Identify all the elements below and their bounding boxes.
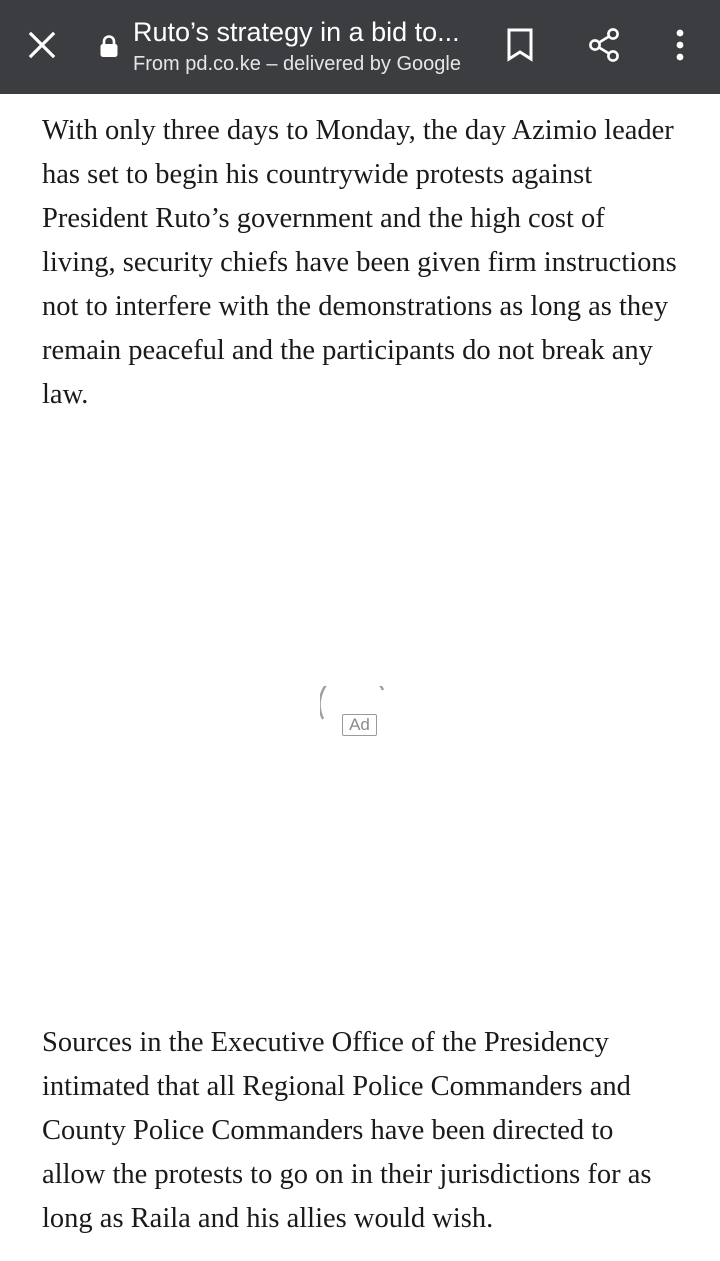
article-paragraph-1	[42, 109, 682, 417]
bookmark-button[interactable]	[492, 17, 548, 73]
page-title-block[interactable]	[133, 14, 468, 78]
share-icon	[586, 27, 622, 63]
article-paragraph-2	[42, 1021, 682, 1241]
close-button[interactable]	[14, 17, 70, 73]
page-title: Ruto’s strategy in a bid to...	[133, 17, 460, 47]
paragraph-text: Sources in the Executive Office of the Presidency intimated that all Regional Police Commanders and County Police Commanders have been directed to allow the protests to go on in their jurisdictions for as long as Raila and his allies would wish.	[42, 1027, 652, 1234]
paragraph-text: With only three days to Monday, the day Azimio leader has set to begin his countrywide protests against President Ruto’s government and the high cost of living, security chiefs have been given firm instructions not to interfere with the demonstrations as long as they remain peaceful and the participants do not break any law.	[42, 115, 677, 410]
top-app-bar	[0, 0, 720, 94]
close-icon	[28, 31, 56, 59]
share-button[interactable]	[576, 17, 632, 73]
ad-badge: Ad	[342, 714, 377, 736]
lock-icon	[98, 34, 120, 58]
more-options-button[interactable]	[652, 17, 708, 73]
page-source: From pd.co.ke – delivered by Google	[133, 53, 461, 75]
more-vert-icon	[675, 29, 685, 61]
bookmark-icon	[506, 28, 534, 62]
